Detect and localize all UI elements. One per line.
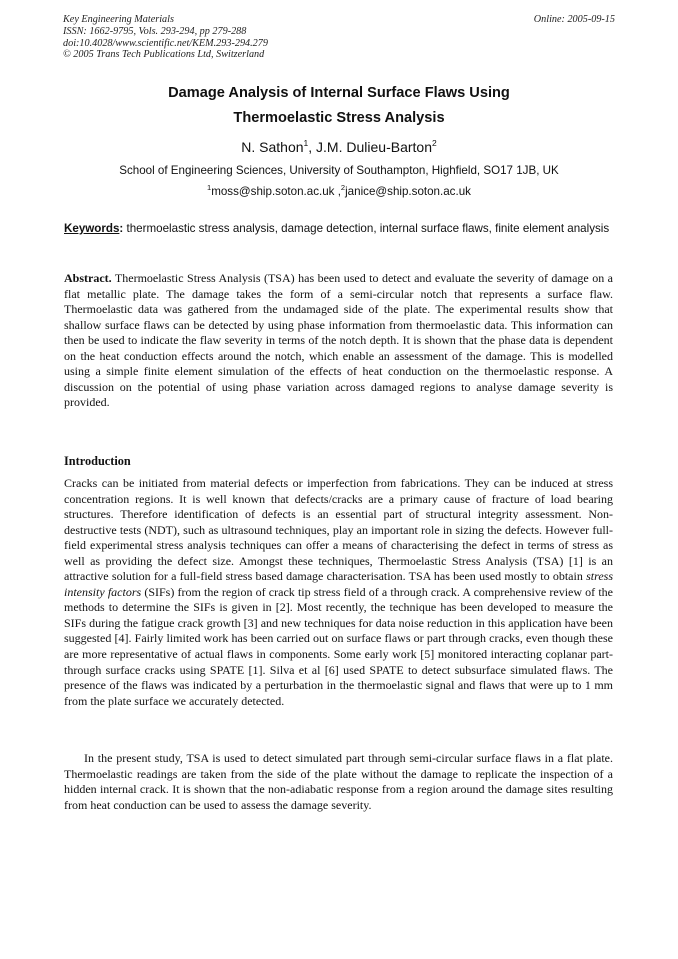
journal-name: Key Engineering Materials — [63, 14, 174, 25]
email-2-mark: 2 — [340, 183, 346, 192]
affiliation: School of Engineering Sciences, University of Southampton, Highfield, SO17 1JB, UK — [119, 164, 559, 177]
email-separator: , — [334, 185, 341, 198]
keywords-text: thermoelastic stress analysis, damage detection, internal surface flaws, finite element analysis — [123, 222, 610, 235]
email-1-mark: 1 — [207, 183, 212, 192]
doi-line: doi:10.4028/www.scientific.net/KEM.293-294.279 — [63, 37, 268, 49]
intro-p1-text-a: Cracks can be initiated from material defects or imperfection from fabrications. They can be induced at stress concentration regions. It is well known that defects/cracks are a primary cause of fracture of load bearing structures. Therefore identification of defects is an essential part of structural integrity assessment. Non-destructive tests (NDT), such as ultrasound techniques, play an important role in sizing the defects. However full-field experimental stress analysis techniques can offer a means of characterising the defect in terms of stress as well as providing the defect size. Amongst these techniques, Thermoelastic Stress Analysis (TSA) [1] is an attractive solution for a full-field stress based damage characterisation. TSA has been used mostly to obtain — [64, 476, 613, 584]
author-2: J.M. Dulieu-Barton — [316, 139, 432, 155]
author-list — [0, 138, 678, 156]
copyright-line: © 2005 Trans Tech Publications Ltd, Switzerland — [63, 49, 265, 61]
introduction-paragraph-2: In the present study, TSA is used to detect simulated part through semi-circular surface flaws in a flat plate. Thermoelastic readings are taken from the side of the plate without the damage to replicate the inspection of a hidden internal crack. It is shown that the non-adiabatic response from a region around the damage sites resulting from heat conduction can be used to assess the damage severity. — [64, 751, 613, 812]
introduction-heading: Introduction — [64, 454, 131, 468]
abstract-text: Thermoelastic Stress Analysis (TSA) has been used to detect and evaluate the severity of damage on a flat metallic plate. The damage takes the form of a semi-circular notch that represents a surface flaw. Thermoelastic data was gathered from the undamaged side of the plate. The experimental results show that shallow surface flaws can be detected by using phase information from thermoelastic data. This information can then be used to indicate the flaw severity in terms of the notch depth. It is shown that the phase data is dependent on the heat conduction effects around the notch, which enable an assessment of the damage. This is modelled using a simple finite element simulation of the effects of heat conduction on the thermoelastic response. A discussion on the potential of using phase variation across damaged regions to analyse damage severity is provided. — [64, 271, 613, 410]
keywords-colon: : — [119, 222, 124, 235]
keywords-label: Keywords — [64, 222, 120, 235]
online-date: Online: 2005-09-15 — [533, 14, 615, 25]
paper-title — [0, 81, 678, 131]
title-line-2: Thermoelastic Stress Analysis — [233, 110, 445, 126]
issn-line: ISSN: 1662-9795, Vols. 293-294, pp 279-288 — [63, 25, 247, 37]
title-line-1: Damage Analysis of Internal Surface Flaws Using — [168, 85, 510, 101]
abstract-section — [64, 271, 613, 411]
email-2: janice@ship.soton.ac.uk — [345, 185, 471, 198]
author-2-affil-mark: 2 — [431, 138, 437, 148]
journal-header — [63, 14, 268, 61]
abstract-label: Abstract. — [64, 271, 112, 285]
keywords-section — [64, 222, 614, 236]
intro-p1-text-b: (SIFs) from the region of crack tip stress field of a through crack. A comprehensive review of the methods to determine the SIFs is given in [2]. Most recently, the technique has been developed to measure the SIFs during the fatigue crack growth [3] and new techniques for data noise reduction in this application have been suggested [4]. Fairly limited work has been carried out on surface flaws or part through cracks, even though these are more representative of actual flaws in components. Some early work [5] monitored interacting coplanar part-through surface cracks using SPATE [1]. Silva et al [6] used SPATE to detect subsurface simulated flaws. The presence of the flaws was indicated by a perturbation in the thermoelastic signal and flaws that were up to 1 mm from the plate surface we accurately detected. — [64, 584, 614, 708]
intro-p1-italic-term: stress intensity factors — [64, 569, 613, 599]
email-1: moss@ship.soton.ac.uk — [211, 185, 335, 198]
author-separator: , — [308, 139, 317, 155]
email-line — [0, 185, 678, 199]
author-1-affil-mark: 1 — [303, 138, 309, 148]
introduction-paragraph-1 — [64, 476, 613, 709]
author-1: N. Sathon — [241, 139, 304, 155]
